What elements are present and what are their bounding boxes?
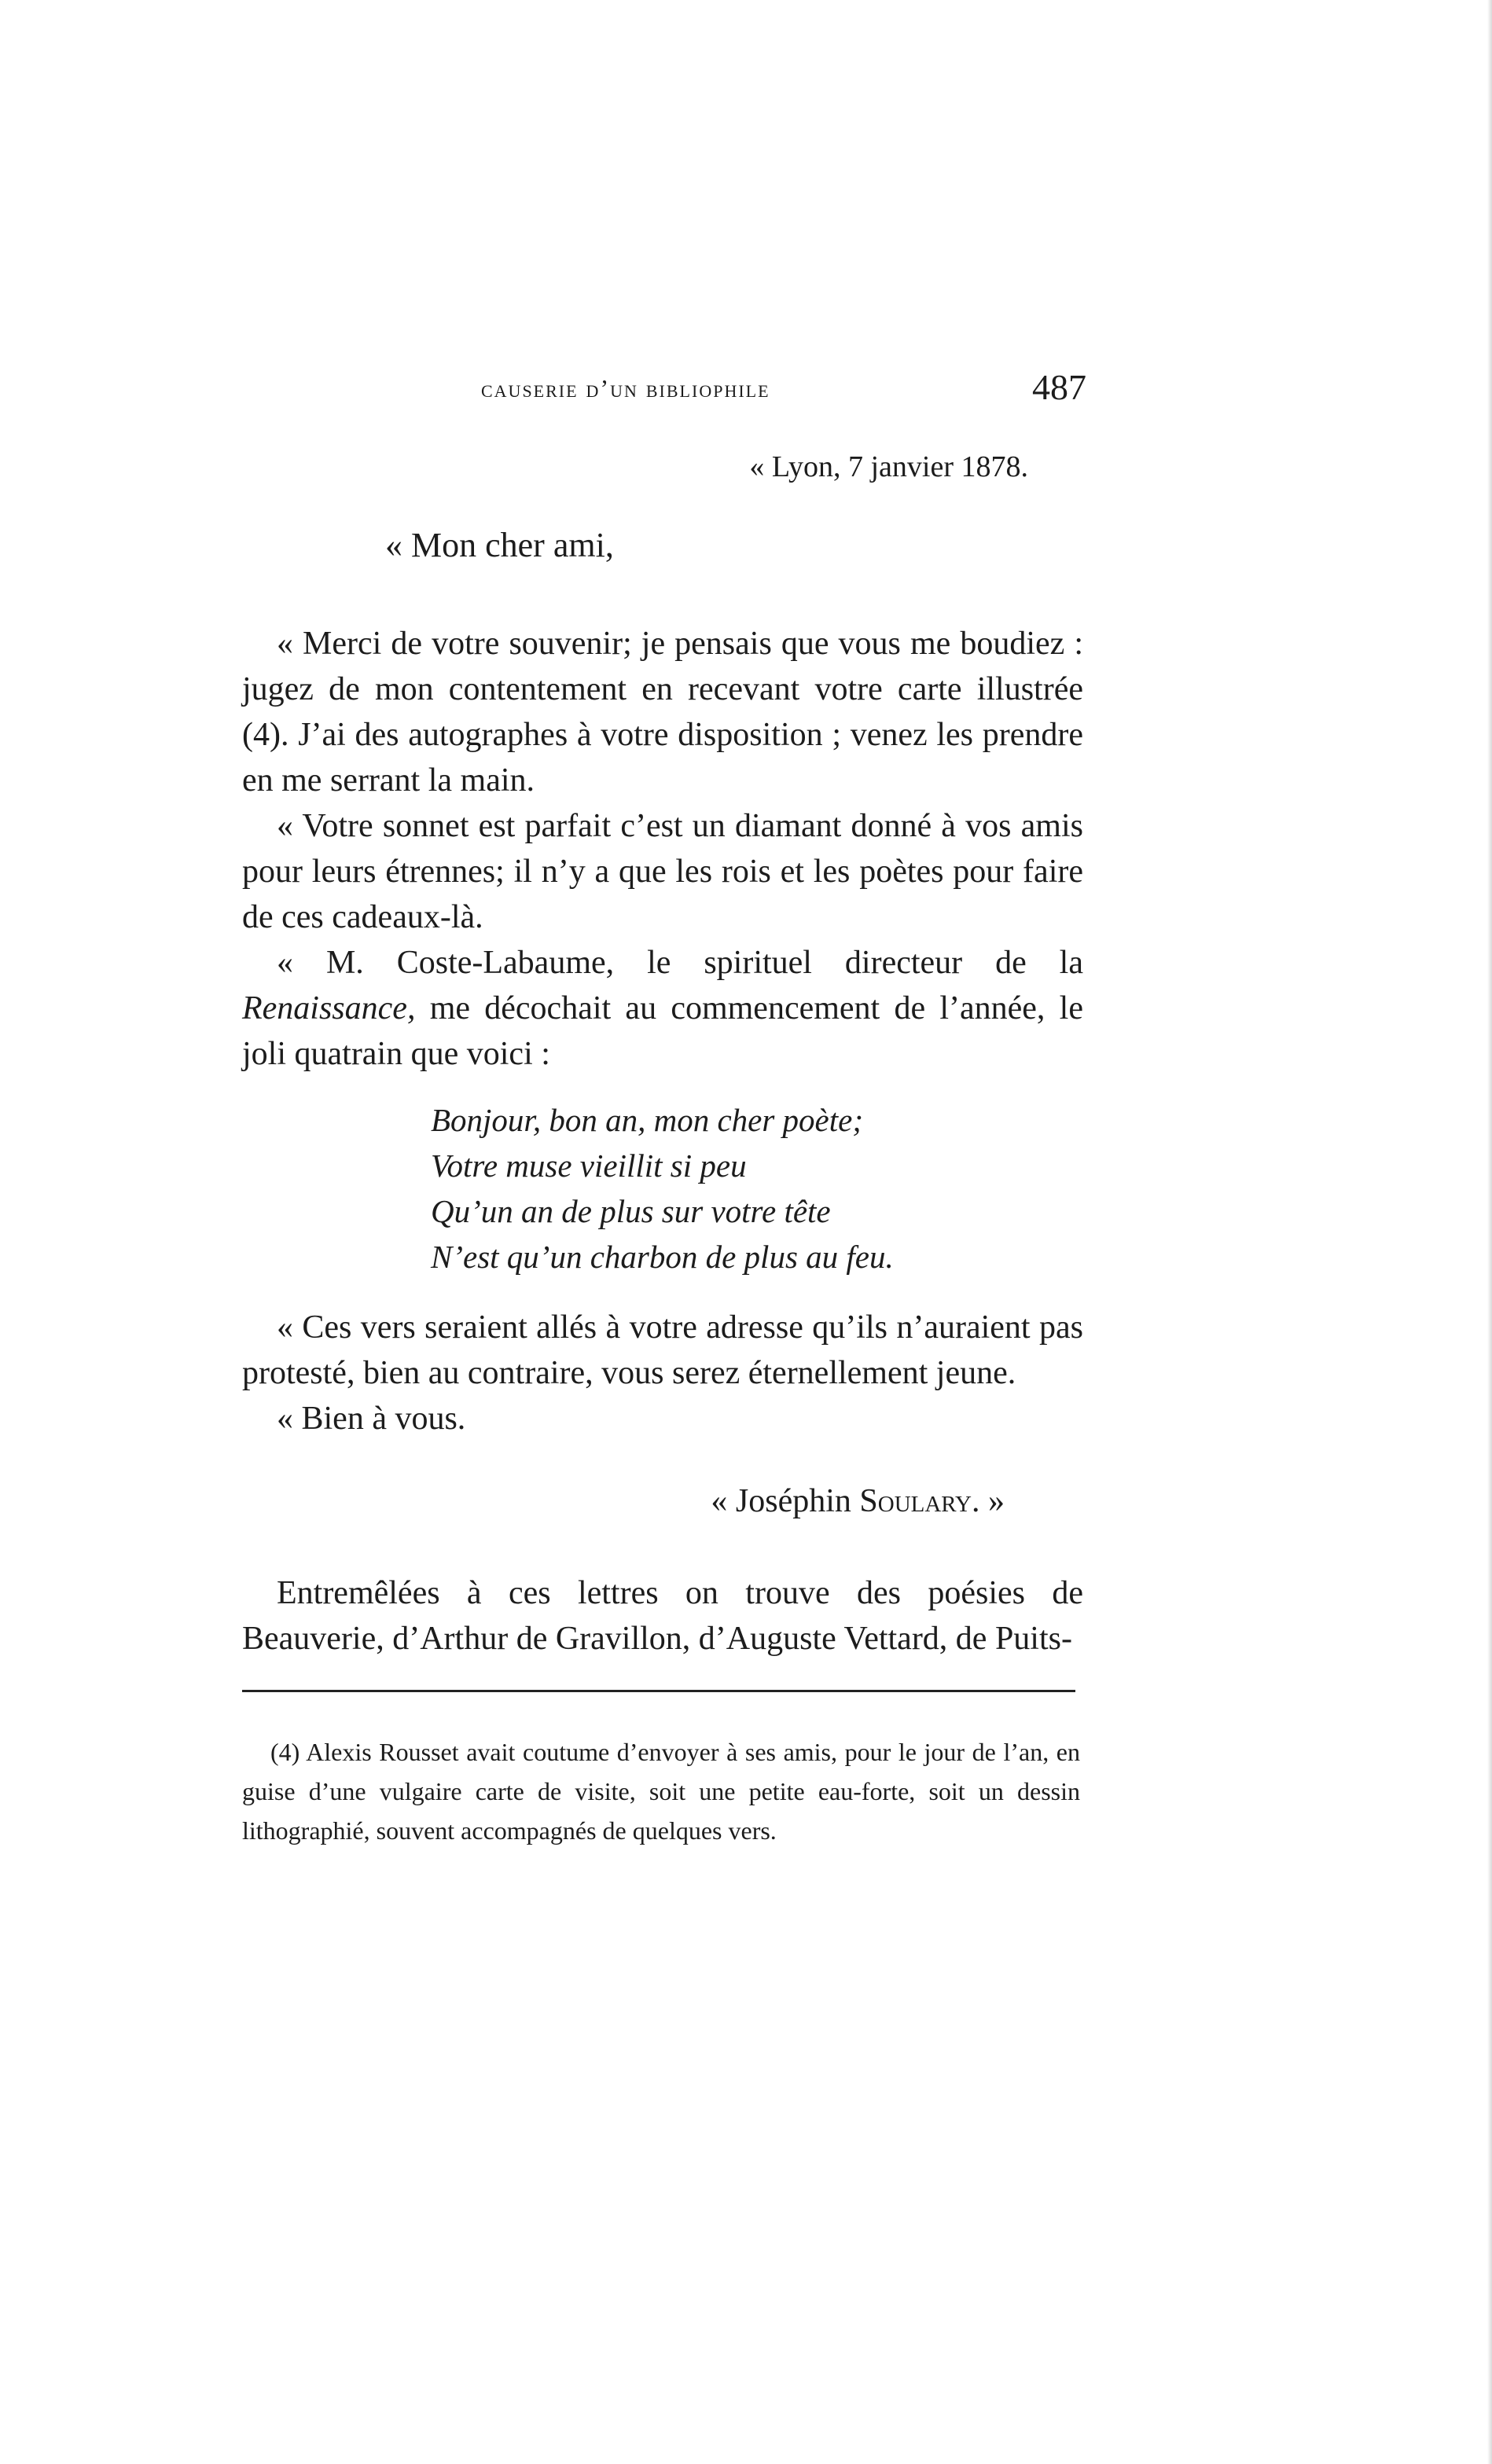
running-title: causerie d’un bibliophile (481, 374, 770, 402)
letter-paragraph-3 (242, 940, 1083, 1077)
journal-title-renaissance: Renaissance, (242, 990, 416, 1026)
quatrain-line-4: N’est qu’un charbon de plus au feu. (431, 1239, 894, 1275)
letter-body-top (242, 621, 1083, 1077)
footnote-rule (242, 1690, 1075, 1692)
letter-paragraph-3-start: « M. Coste-Labaume, le spirituel directeur de la (277, 945, 1083, 981)
quatrain-line-2: Votre muse vieillit si peu (431, 1148, 747, 1184)
letter-salutation: « Mon cher ami, (385, 526, 614, 564)
letter-paragraph-4: « Ces vers seraient allés à votre adresse qu’ils n’auraient pas protesté, bien au contraire, vous serez éternellement jeune. (242, 1309, 1083, 1391)
signature-first-name: « Joséphin (711, 1483, 860, 1519)
letter-dateline: « Lyon, 7 janvier 1878. (749, 450, 1028, 483)
page-number: 487 (1032, 367, 1086, 407)
quatrain-line-1: Bonjour, bon an, mon cher poète; (431, 1102, 863, 1138)
letter-paragraph-2: « Votre sonnet est parfait c’est un diamant donné à vos amis pour leurs étrennes; il n’y a que les rois et les poètes pour faire de ces cadeaux-là. (242, 808, 1083, 935)
letter-signature (711, 1482, 1005, 1520)
letter-body-bottom (242, 1305, 1083, 1441)
quatrain (431, 1097, 894, 1280)
main-text (242, 1570, 1083, 1662)
main-paragraph: Entremêlées à ces lettres on trouve des poésies de Beauverie, d’Arthur de Gravillon, d’Auguste Vettard, de Puits- (242, 1575, 1083, 1657)
running-head (245, 368, 1086, 415)
footnote (242, 1732, 1080, 1850)
letter-paragraph-5: « Bien à vous. (277, 1401, 466, 1437)
letter-paragraph-3-end: me décochait au commencement de l’année, le joli quatrain que voici : (242, 990, 1083, 1072)
page-edge-shadow (1487, 0, 1492, 2464)
footnote-4: (4) Alexis Rousset avait coutume d’envoyer à ses amis, pour le jour de l’an, en guise d’une vulgaire carte de visite, soit une petite eau-forte, soit un dessin lithographié, souvent accompagnés de quelques vers. (242, 1738, 1080, 1845)
letter-paragraph-1: « Merci de votre souvenir; je pensais que vous me boudiez : jugez de mon contentement en recevant votre carte illustrée (4). J’ai des autographes à votre disposition ; venez les prendre en me serrant la main. (242, 626, 1083, 799)
signature-last-name: Soulary. (859, 1483, 980, 1519)
signature-close: » (979, 1483, 1005, 1519)
quatrain-line-3: Qu’un an de plus sur votre tête (431, 1193, 831, 1229)
